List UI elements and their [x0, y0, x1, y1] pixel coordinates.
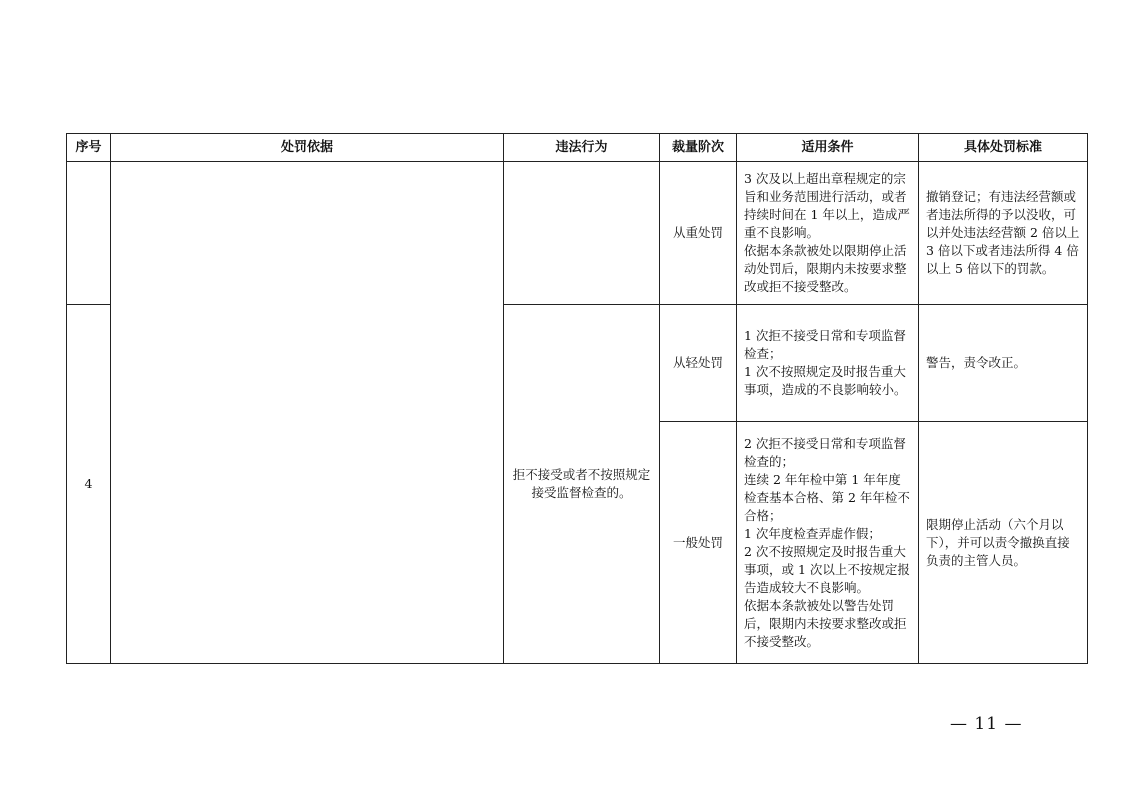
condition-item: 1 次拒不接受日常和专项监督检查；: [744, 328, 906, 361]
table-header-row: [67, 134, 1088, 162]
applicable-conditions-cell: [737, 162, 919, 305]
condition-item: 1 次不按照规定及时报告重大事项，造成的不良影响较小。: [744, 364, 907, 397]
discretion-level-cell: 从轻处罚: [660, 305, 737, 422]
applicable-conditions-cell: [737, 422, 919, 664]
header-penalty-standard: 具体处罚标准: [919, 134, 1088, 162]
penalty-basis-cell: [111, 162, 504, 664]
condition-item: 2 次拒不接受日常和专项监督检查的；: [744, 435, 906, 469]
condition-item: 连续 2 年年检中第 1 年年度检查基本合格、第 2 年年检不合格；: [744, 471, 910, 523]
serial-number-cell: 4: [67, 305, 111, 664]
violation-behavior-cell: 拒不接受或者不按照规定接受监督检查的。: [504, 305, 660, 664]
page-number: — 11 —: [950, 714, 1023, 734]
penalty-standard-cell: 撤销登记；有违法经营额或者违法所得的予以没收，可以并处违法经营额 2 倍以上 3 倍以下或者违法所得 4 倍以上 5 倍以下的罚款。: [919, 162, 1088, 305]
header-discretion-level: 裁量阶次: [660, 134, 737, 162]
serial-number-cell: [67, 162, 111, 305]
condition-item: 1 次年度检查弄虚作假；: [744, 525, 881, 541]
condition-item: 3 次及以上超出章程规定的宗旨和业务范围进行活动，或者持续时间在 1 年以上，造成严重不良影响。: [744, 171, 910, 240]
applicable-conditions-cell: [737, 305, 919, 422]
discretion-level-cell: 从重处罚: [660, 162, 737, 305]
condition-item: 依据本条款被处以警告处罚后，限期内未按要求整改或拒不接受整改。: [744, 597, 907, 649]
discretion-level-cell: 一般处罚: [660, 422, 737, 664]
penalty-standard-cell: 警告，责令改正。: [919, 305, 1088, 422]
header-penalty-basis: 处罚依据: [111, 134, 504, 162]
table-row: [67, 162, 1088, 305]
condition-item: 依据本条款被处以限期停止活动处罚后，限期内未按要求整改或拒不接受整改。: [744, 243, 907, 294]
header-violation-behavior: 违法行为: [504, 134, 660, 162]
condition-item: 2 次不按照规定及时报告重大事项，或 1 次以上不按规定报告造成较大不良影响。: [744, 543, 910, 595]
header-applicable-conditions: 适用条件: [737, 134, 919, 162]
penalty-standard-cell: 限期停止活动（六个月以下），并可以责令撤换直接负责的主管人员。: [919, 422, 1088, 664]
penalty-standard-table: [66, 133, 1088, 664]
header-serial-number: 序号: [67, 134, 111, 162]
violation-behavior-cell: [504, 162, 660, 305]
